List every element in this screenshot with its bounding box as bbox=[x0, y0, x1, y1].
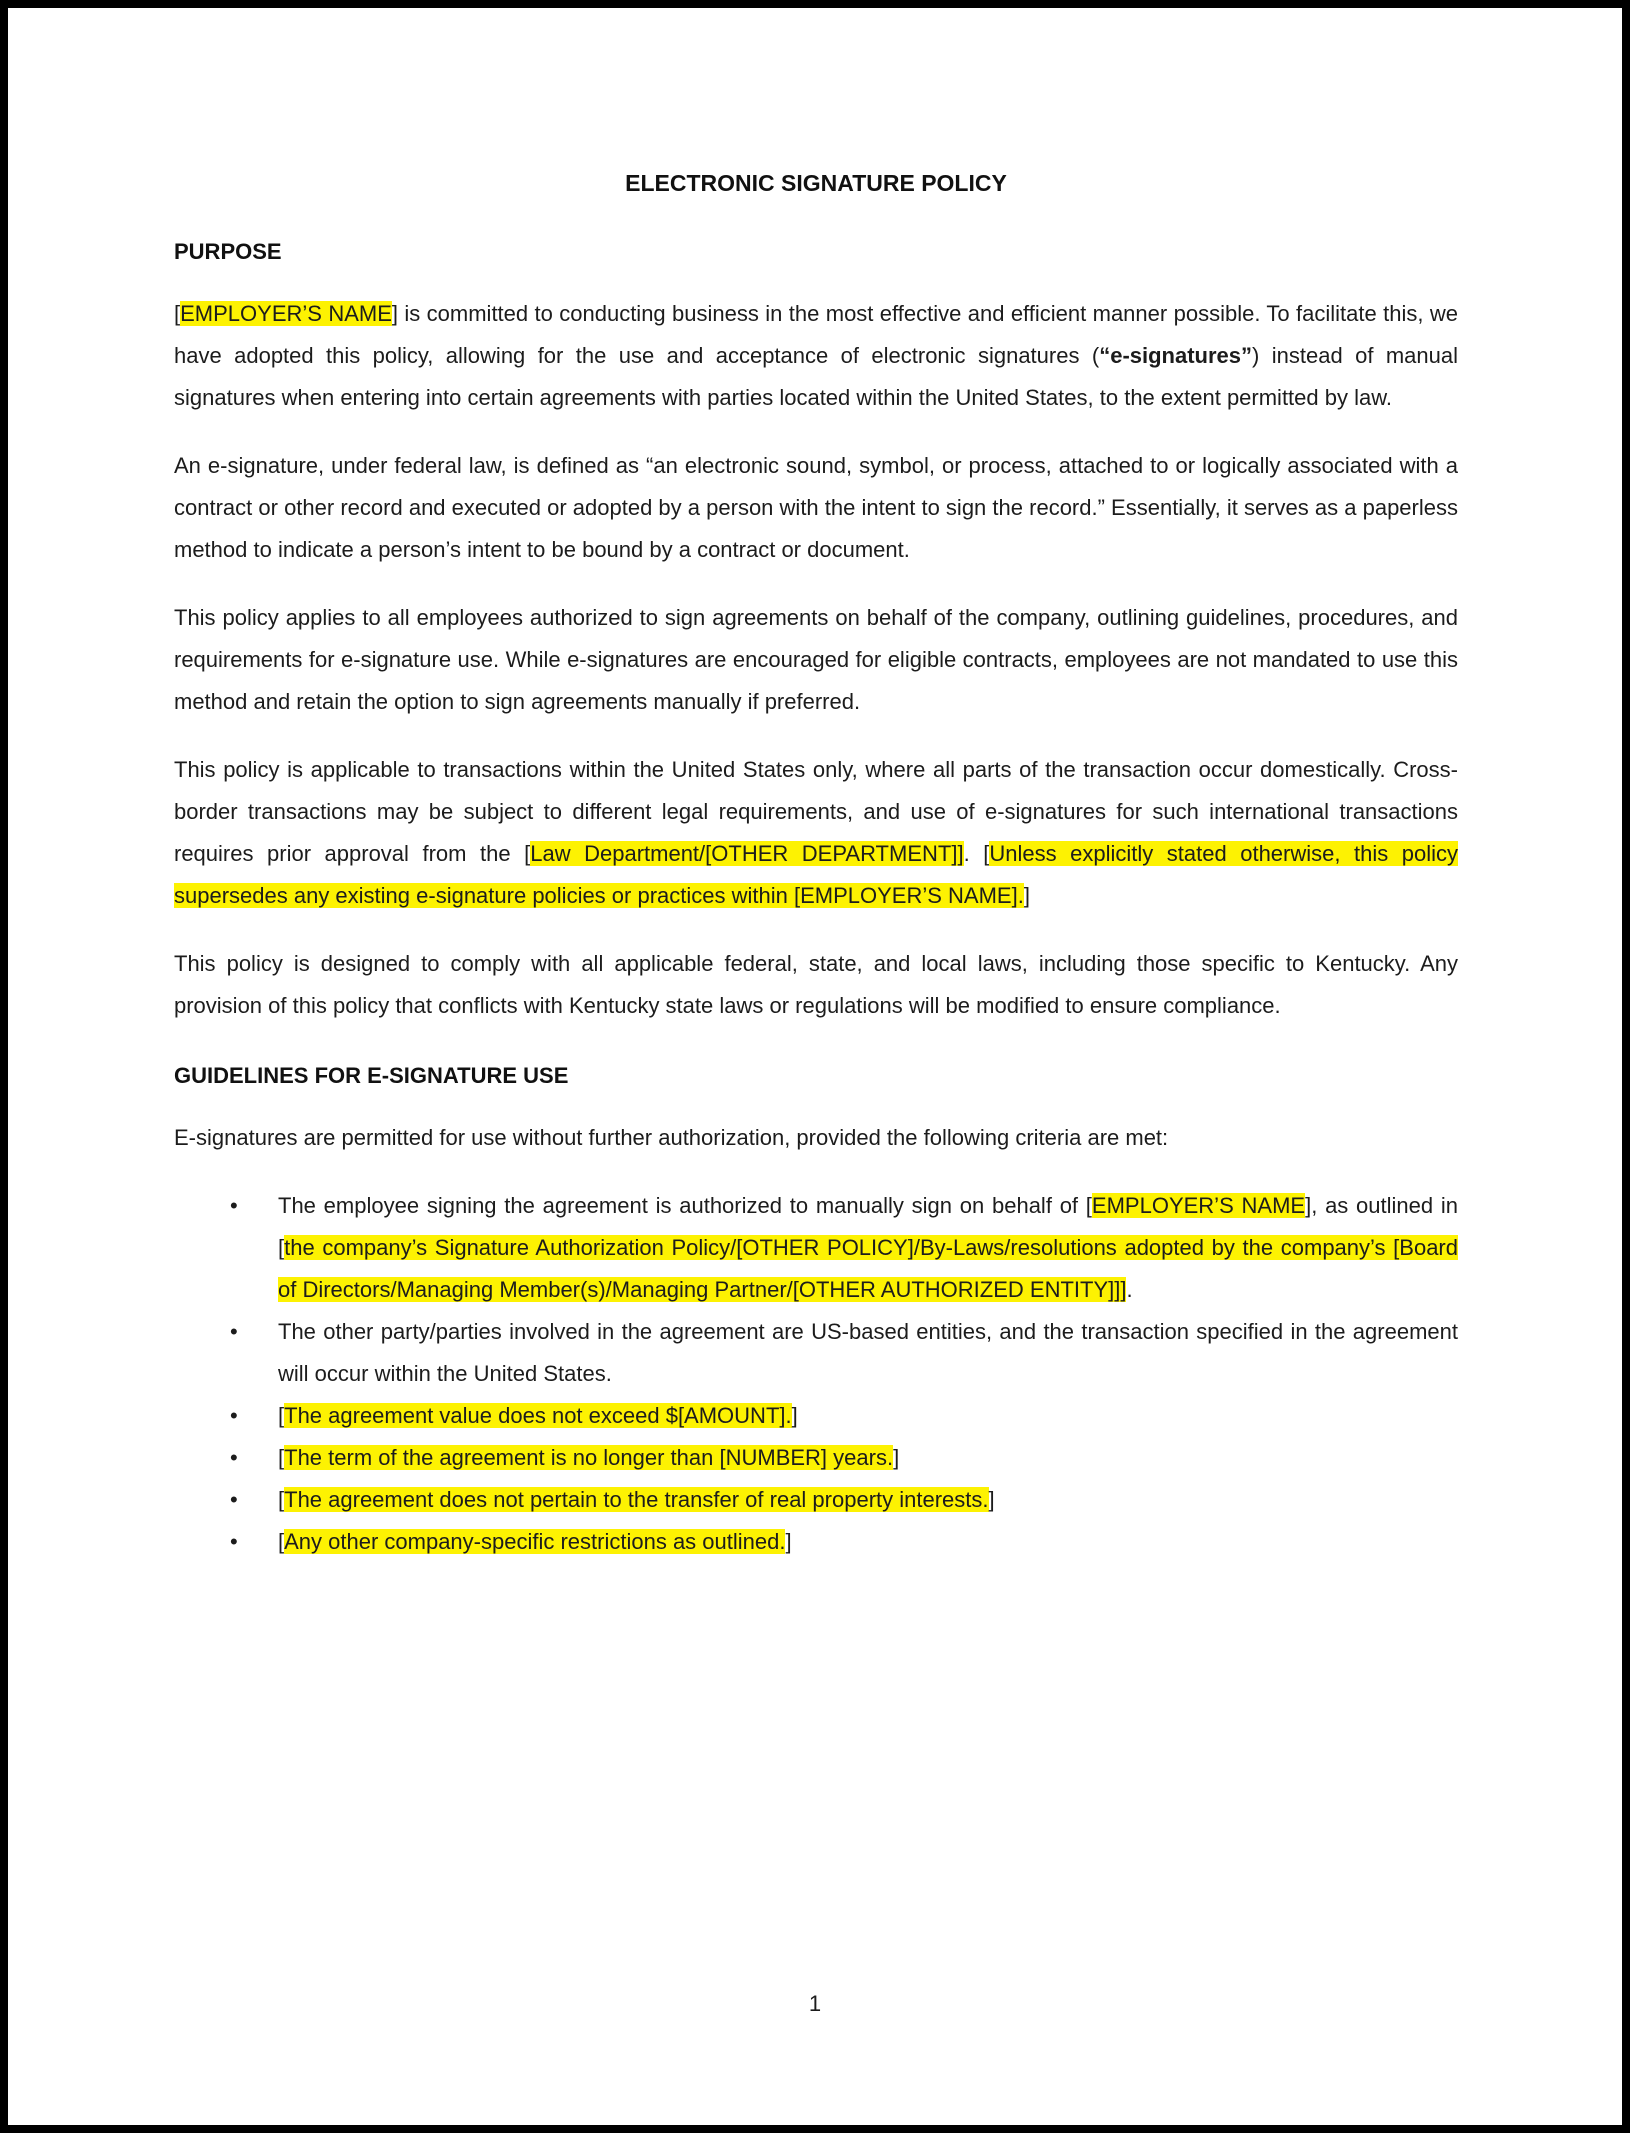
paragraph bbox=[174, 597, 1458, 723]
section-heading: PURPOSE bbox=[174, 239, 282, 264]
highlighted-placeholder-text: EMPLOYER’S NAME bbox=[180, 301, 392, 326]
text-run: ] is committed to conducting business in the most effective and efficient manner possible. To facilitate this, we have adopted this policy, allowing for the use and acceptance of electronic signatures ( bbox=[174, 301, 1458, 368]
text-run: The employee signing the agreement is authorized to manually sign on behalf of [ bbox=[278, 1193, 1092, 1218]
section-heading: GUIDELINES FOR E-SIGNATURE USE bbox=[174, 1063, 569, 1088]
text-run: . bbox=[1126, 1277, 1133, 1302]
text-run: [ bbox=[278, 1487, 285, 1512]
highlighted-placeholder-text: Law Department/[OTHER DEPARTMENT]] bbox=[530, 841, 964, 866]
page-number: 1 bbox=[808, 1991, 822, 2016]
document-title: ELECTRONIC SIGNATURE POLICY bbox=[625, 170, 1007, 196]
text-run: This policy is applicable to transactions within the United States only, where all parts of the transaction occur domestically. Cross-border transactions may be subject to different legal requirements, and use of e-signatures for such international transactions requires prior approval from the [ bbox=[174, 757, 1458, 866]
text-run: This policy applies to all employees authorized to sign agreements on behalf of the company, outlining guidelines, procedures, and requirements for e-signature use. While e-signatures are encouraged for eligible contracts, employees are not mandated to use this method and retain the option to sign agreements manually if preferred. bbox=[174, 605, 1458, 714]
text-run: [ bbox=[278, 1445, 285, 1470]
text-run: [ bbox=[278, 1403, 285, 1428]
document-body bbox=[174, 239, 1458, 1563]
highlighted-placeholder-text: Unless explicitly stated otherwise, this policy supersedes any existing e-signature policies or practices within [EMPLOYER’S NAME]. bbox=[174, 841, 1459, 908]
text-run: ] bbox=[988, 1487, 995, 1512]
highlighted-placeholder-text: The agreement value does not exceed $[AMOUNT]. bbox=[284, 1403, 792, 1428]
text-run: This policy is designed to comply with all applicable federal, state, and local laws, including those specific to Kentucky. Any provision of this policy that conflicts with Kentucky state laws or regulations will be modified to ensure compliance. bbox=[174, 951, 1458, 1018]
bullet-list bbox=[174, 1185, 1458, 1563]
paragraph bbox=[174, 943, 1458, 1027]
text-run: ] bbox=[1023, 883, 1030, 908]
highlighted-placeholder-text: The term of the agreement is no longer than [NUMBER] years. bbox=[284, 1445, 894, 1470]
bullet-item bbox=[278, 1311, 1458, 1395]
bullet-item bbox=[278, 1437, 1458, 1479]
text-run: ] bbox=[785, 1529, 792, 1554]
highlighted-placeholder-text: the company’s Signature Authorization Policy/[OTHER POLICY]/By-Laws/resolutions adopted by the company’s [Board of Directors/Managing Member(s)/Managing Partner/[OTHER AUTHORIZED ENTITY]]] bbox=[278, 1235, 1458, 1302]
text-run: ] bbox=[791, 1403, 798, 1428]
paragraph bbox=[174, 749, 1458, 917]
text-run: [ bbox=[278, 1529, 285, 1554]
text-run: An e-signature, under federal law, is defined as “an electronic sound, symbol, or process, attached to or logically associated with a contract or other record and executed or adopted by a person with the intent to sign the record.” Essentially, it serves as a paperless method to indicate a person’s intent to be bound by a contract or document. bbox=[174, 453, 1458, 562]
text-run: . [ bbox=[963, 841, 990, 866]
text-run: The other party/parties involved in the agreement are US-based entities, and the transaction specified in the agreement will occur within the United States. bbox=[278, 1319, 1458, 1386]
text-run: “e-signatures” bbox=[1099, 343, 1253, 368]
text-run: E-signatures are permitted for use without further authorization, provided the following criteria are met: bbox=[174, 1125, 1169, 1150]
text-run: ] bbox=[893, 1445, 900, 1470]
bullet-item bbox=[278, 1521, 1458, 1563]
bullet-item bbox=[278, 1479, 1458, 1521]
bullet-item bbox=[278, 1395, 1458, 1437]
document-content bbox=[174, 170, 1458, 1589]
highlighted-placeholder-text: Any other company-specific restrictions as outlined. bbox=[284, 1529, 786, 1554]
highlighted-placeholder-text: EMPLOYER’S NAME bbox=[1091, 1193, 1306, 1218]
bullet-item bbox=[278, 1185, 1458, 1311]
text-run: ) instead of manual signatures when entering into certain agreements with parties located within the United States, to the extent permitted by law. bbox=[174, 343, 1459, 410]
text-run: ], as outlined in [ bbox=[278, 1193, 1459, 1260]
text-run: [ bbox=[174, 301, 181, 326]
paragraph bbox=[174, 1117, 1458, 1159]
highlighted-placeholder-text: The agreement does not pertain to the transfer of real property interests. bbox=[284, 1487, 989, 1512]
paragraph bbox=[174, 293, 1458, 419]
paragraph bbox=[174, 445, 1458, 571]
